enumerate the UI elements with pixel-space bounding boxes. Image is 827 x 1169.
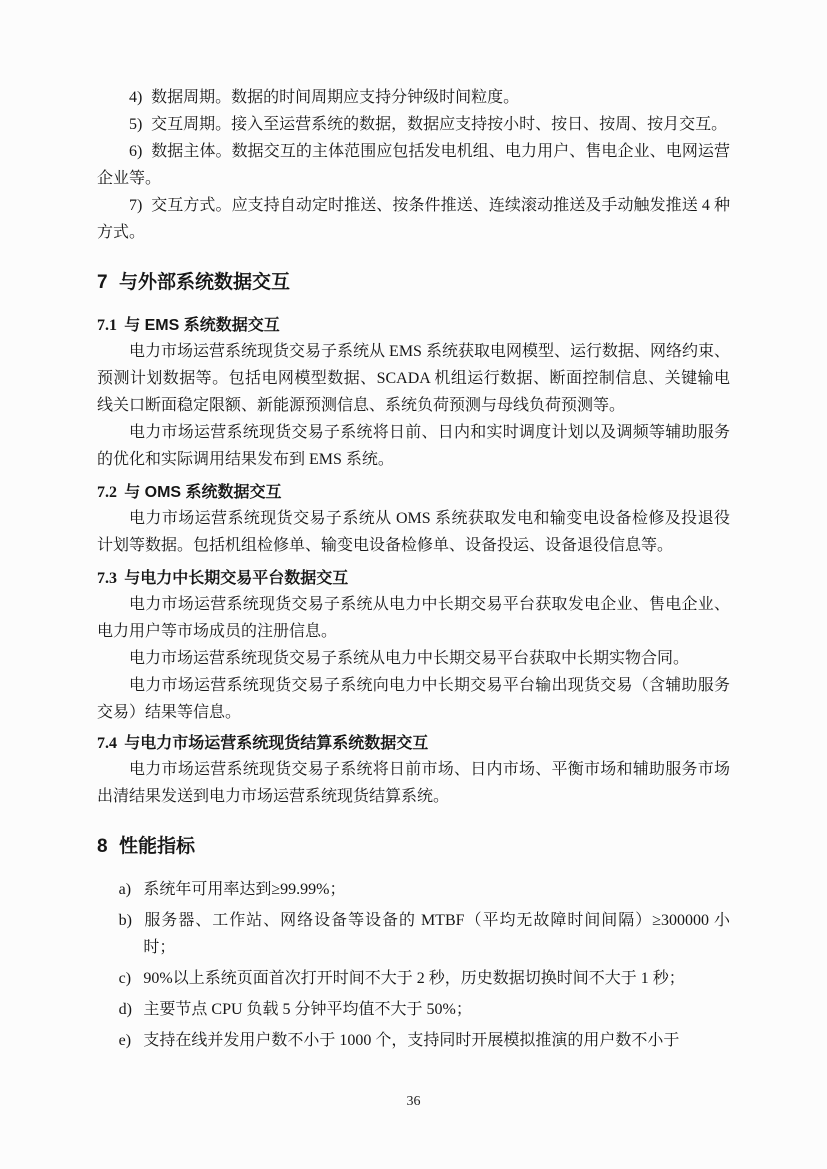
list-item-label: b) (118, 912, 132, 929)
paragraph: 电力市场运营系统现货交易子系统从 OMS 系统获取发电和输变电设备检修及投退役计划等数据。包括机组检修单、输变电设备检修单、设备投运、设备退役信息等。 (97, 510, 730, 554)
list-item-text: 交互方式。应支持自动定时推送、按条件推送、连续滚动推送及手动触发推送 4 种方式。 (97, 197, 730, 241)
paragraph: 电力市场运营系统现货交易子系统将日前、日内和实时调度计划以及调频等辅助服务的优化和实际调用结果发布到 EMS 系统。 (97, 424, 730, 468)
list-item-label: 7) (129, 197, 143, 214)
section-title: 性能指标 (118, 836, 195, 857)
subsection-title: 与 EMS 系统数据交互 (124, 317, 280, 334)
subsection-title: 与电力市场运营系统现货结算系统数据交互 (124, 735, 429, 752)
list-item-text: 服务器、工作站、网络设备等设备的 MTBF（平均无故障时间间隔）≥300000 小时； (143, 912, 730, 956)
section-number: 7 (97, 272, 108, 293)
list-item-text: 主要节点 CPU 负载 5 分钟平均值不大于 50%； (143, 1001, 472, 1018)
performance-list (97, 876, 730, 1054)
subsection-number: 7.1 (97, 317, 117, 334)
section-7-3-heading (97, 567, 730, 591)
list-item-label: 4) (129, 89, 143, 106)
page-number: 36 (406, 1094, 421, 1109)
subsection-number: 7.4 (97, 735, 117, 752)
list-item-text: 交互周期。接入至运营系统的数据，数据应支持按小时、按日、按周、按月交互。 (151, 116, 728, 133)
list-item-text: 数据周期。数据的时间周期应支持分钟级时间粒度。 (151, 89, 520, 106)
list-item (97, 996, 730, 1023)
list-item-label: a) (118, 881, 132, 898)
section-title: 与外部系统数据交互 (118, 272, 290, 293)
section-7-2-heading (97, 481, 730, 505)
subsection-number: 7.3 (97, 570, 117, 587)
paragraph: 电力市场运营系统现货交易子系统从电力中长期交易平台获取发电企业、售电企业、电力用户等市场成员的注册信息。 (97, 596, 730, 640)
subsection-title: 与电力中长期交易平台数据交互 (124, 570, 349, 587)
list-item (97, 192, 730, 246)
section-number: 8 (97, 836, 108, 857)
paragraph: 电力市场运营系统现货交易子系统从 EMS 系统获取电网模型、运行数据、网络约束、预测计划数据等。包括电网模型数据、SCADA 机组运行数据、断面控制信息、关键输电线关口断面稳定限额、新能源预测信息、系统负荷预测与母线负荷预测等。 (97, 343, 730, 414)
list-item-label: e) (118, 1032, 132, 1049)
section-8-heading (97, 834, 730, 860)
list-item (97, 111, 730, 138)
list-item (97, 138, 730, 192)
list-item (97, 84, 730, 111)
list-item-text: 数据主体。数据交互的主体范围应包括发电机组、电力用户、售电企业、电网运营企业等。 (97, 143, 730, 187)
paragraph: 电力市场运营系统现货交易子系统将日前市场、日内市场、平衡市场和辅助服务市场出清结果发送到电力市场运营系统现货结算系统。 (97, 761, 730, 805)
list-item-label: 6) (129, 143, 143, 160)
subsection-title: 与 OMS 系统数据交互 (124, 484, 282, 501)
list-item-label: d) (118, 1001, 132, 1018)
list-item (97, 907, 730, 961)
list-item-text: 90%以上系统页面首次打开时间不大于 2 秒，历史数据切换时间不大于 1 秒； (143, 970, 685, 987)
list-item-label: c) (118, 970, 132, 987)
paragraph: 电力市场运营系统现货交易子系统从电力中长期交易平台获取中长期实物合同。 (129, 650, 690, 667)
list-item-text: 支持在线并发用户数不小于 1000 个，支持同时开展模拟推演的用户数不小于 (143, 1032, 680, 1049)
list-item-label: 5) (129, 116, 143, 133)
list-item (97, 1027, 730, 1054)
list-item-text: 系统年可用率达到≥99.99%； (143, 881, 346, 898)
section-7-heading (97, 270, 730, 296)
paragraph: 电力市场运营系统现货交易子系统向电力中长期交易平台输出现货交易（含辅助服务交易）结果等信息。 (97, 677, 730, 721)
section-7-1-heading (97, 314, 730, 338)
list-item (97, 965, 730, 992)
section-7-4-heading (97, 732, 730, 756)
subsection-number: 7.2 (97, 484, 117, 501)
list-item (97, 876, 730, 903)
